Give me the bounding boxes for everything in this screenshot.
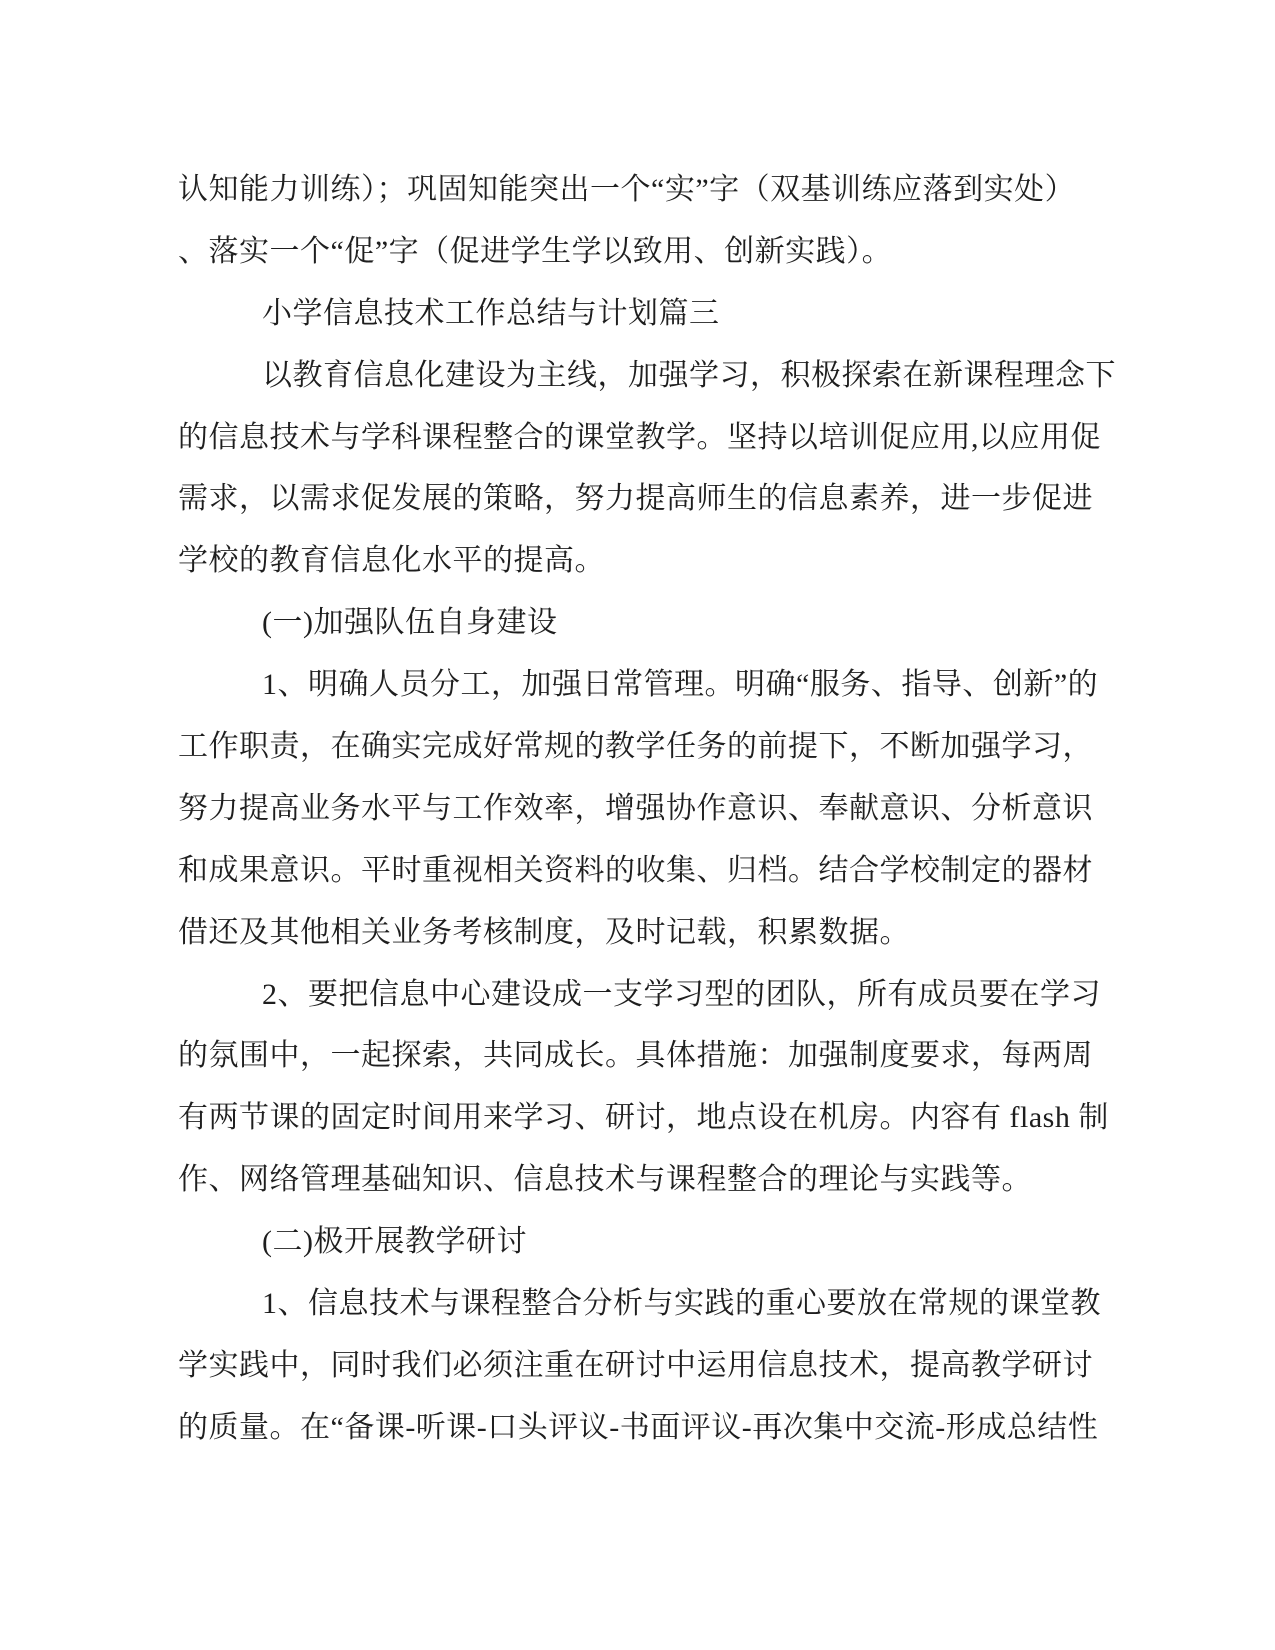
text-line: 1、信息技术与课程整合分析与实践的重心要放在常规的课堂教 [262,1287,1101,1321]
text-line: 小学信息技术工作总结与计划篇三 [262,296,720,330]
text-line: 和成果意识。平时重视相关资料的收集、归档。结合学校制定的器材 [178,853,1093,887]
text-line: 2、要把信息中心建设成一支学习型的团队，所有成员要在学习 [262,977,1101,1011]
text-line: 1、明确人员分工，加强日常管理。明确“服务、指导、创新”的 [262,668,1099,702]
text-line: 需求，以需求促发展的策略，努力提高师生的信息素养，进一步促进 [178,482,1093,516]
text-line: 、落实一个“促”字（促进学生学以致用、创新实践）。 [178,234,893,268]
text-line: 的质量。在“备课-听课-口头评议-书面评议-再次集中交流-形成总结性 [178,1410,1099,1444]
text-line: 工作职责，在确实完成好常规的教学任务的前提下，不断加强学习， [178,730,1093,764]
text-line: 以教育信息化建设为主线，加强学习，积极探索在新课程理念下 [262,358,1116,392]
text-line: 认知能力训练）；巩固知能突出一个“实”字（双基训练应落到实处） [178,173,1076,206]
text-line: 学实践中，同时我们必须注重在研讨中运用信息技术，提高教学研讨 [178,1348,1093,1382]
text-line: 努力提高业务水平与工作效率，增强协作意识、奉献意识、分析意识 [178,791,1093,825]
document-text-body [178,159,1116,1459]
text-line: 借还及其他相关业务考核制度，及时记载，积累数据。 [178,915,910,949]
text-line: 的信息技术与学科课程整合的课堂教学。坚持以培训促应用,以应用促 [178,420,1101,454]
text-line: (二)极开展教学研讨 [262,1225,527,1259]
text-line: 作、网络管理基础知识、信息技术与课程整合的理论与实践等。 [178,1163,1032,1197]
text-line: 有两节课的固定时间用来学习、研讨，地点设在机房。内容有 flash 制 [178,1101,1109,1135]
text-line: 学校的教育信息化水平的提高。 [178,544,605,578]
text-line: 的氛围中，一起探索，共同成长。具体措施：加强制度要求，每两周 [178,1039,1093,1073]
text-line: (一)加强队伍自身建设 [262,606,558,640]
